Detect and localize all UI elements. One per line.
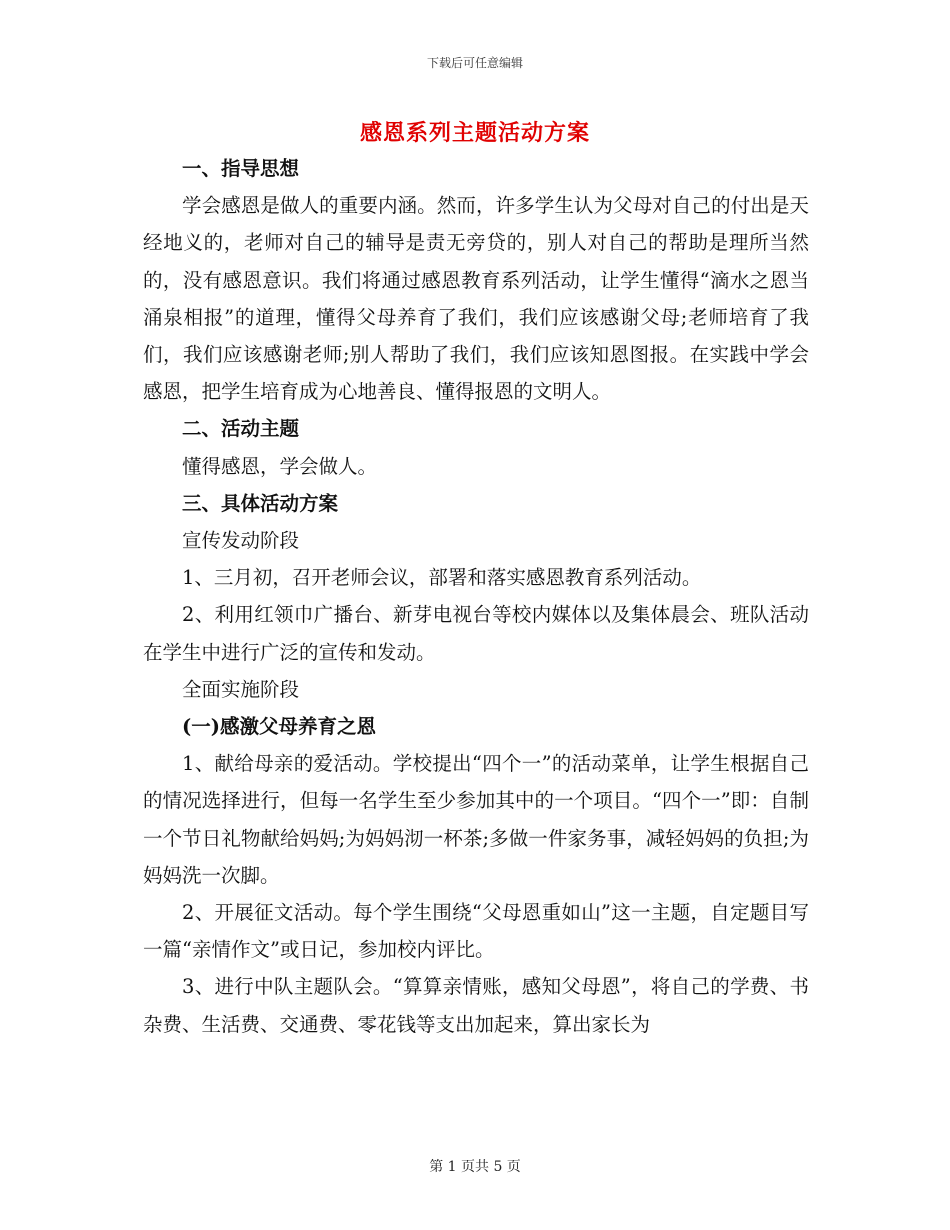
- header-note: 下载后可任意编辑: [426, 56, 523, 70]
- document-body: [143, 150, 809, 1043]
- section-heading-activity-theme: 二、活动主题: [182, 417, 300, 441]
- part-heading-parents: (一)感激父母养育之恩: [182, 715, 376, 739]
- parents-item-2: 2、开展征文活动。每个学生围绕“父母恩重如山”这一主题，自定题目写一篇“亲情作文”或日记，参加校内评比。: [143, 901, 809, 962]
- activity-theme-paragraph: 懂得感恩，学会做人。: [182, 454, 378, 478]
- section-heading-guiding-thought: 一、指导思想: [182, 157, 300, 180]
- parents-item-3: 3、进行中队主题队会。“算算亲情账，感知父母恩”，将自己的学费、书杂费、生活费、交通费、零花钱等支出加起来，算出家长为: [143, 975, 809, 1036]
- stage-label-implementation: 全面实施阶段: [182, 677, 300, 701]
- parents-item-1: 1、献给母亲的爱活动。学校提出“四个一”的活动菜单，让学生根据自己的情况选择进行，但每一名学生至少参加其中的一个项目。“四个一”即：自制一个节日礼物献给妈妈;为妈妈沏一杯茶;多做一件家务事，减轻妈妈的负担;为妈妈洗一次脚。: [143, 752, 809, 887]
- stage-label-publicity: 宣传发动阶段: [182, 529, 300, 553]
- publicity-item-1: 1、三月初，召开老师会议，部署和落实感恩教育系列活动。: [182, 566, 702, 590]
- page-footer: 第 1 页共 5 页: [429, 1159, 521, 1175]
- section-heading-activity-plan: 三、具体活动方案: [182, 491, 339, 515]
- publicity-item-2: 2、利用红领巾广播台、新芽电视台等校内媒体以及集体晨会、班队活动在学生中进行广泛的宣传和发动。: [143, 603, 809, 664]
- guiding-thought-paragraph: 学会感恩是做人的重要内涵。然而，许多学生认为父母对自己的付出是天经地义的，老师对自己的辅导是责无旁贷的，别人对自己的帮助是理所当然的，没有感恩意识。我们将通过感恩教育系列活动，让学生懂得“滴水之恩当涌泉相报”的道理，懂得父母养育了我们，我们应该感谢父母;老师培育了我们，我们应该感谢老师;别人帮助了我们，我们应该知恩图报。在实践中学会感恩，把学生培育成为心地善良、懂得报恩的文明人。: [143, 194, 809, 404]
- document-title: 感恩系列主题活动方案: [359, 120, 590, 146]
